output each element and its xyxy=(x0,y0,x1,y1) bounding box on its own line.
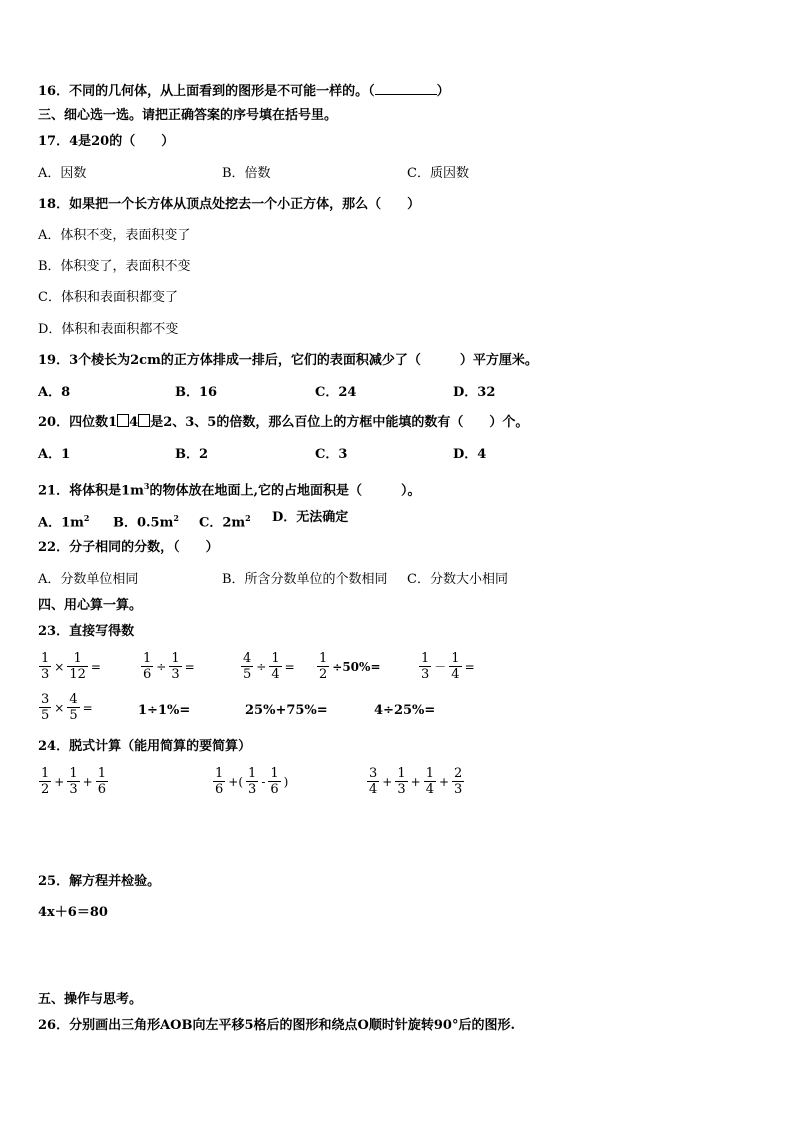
question-18: 18．如果把一个长方体从顶点处挖去一个小正方体，那么（ ） xyxy=(38,197,421,212)
q18-option-a[interactable]: A．体积不变，表面积变了 xyxy=(38,228,191,243)
digit-box[interactable] xyxy=(138,414,150,427)
fraction: $\frac{1}{3}$ xyxy=(171,651,180,682)
question-17: 17．4是20的（ ） xyxy=(38,134,175,149)
calc-expression: $\frac{1}{6}$ ÷ $\frac{1}{3}$ = xyxy=(143,651,195,682)
calc-expression: 25%+75%= xyxy=(245,703,328,718)
fraction: $\frac{1}{4}$ xyxy=(271,651,280,682)
fraction: $\frac{1}{3}$ xyxy=(248,766,257,797)
q21-option-b[interactable]: B．$0.5m^2$ xyxy=(113,513,179,531)
q20-option-b[interactable]: B．2 xyxy=(175,447,209,462)
q22-option-c[interactable]: C．分数大小相同 xyxy=(407,572,508,587)
section-4-heading: 四、用心算一算。 xyxy=(38,598,143,613)
fraction: $\frac{1}{12}$ xyxy=(69,651,86,682)
calc-expression: $\frac{3}{5}$ × $\frac{4}{5}$ = xyxy=(41,692,93,723)
fraction: $\frac{1}{3}$ xyxy=(421,651,430,682)
q19-option-b[interactable]: B．16 xyxy=(175,385,218,400)
question-22: 22．分子相同的分数，（ ） xyxy=(38,540,219,555)
calc-expression: 4÷25%= xyxy=(374,703,436,718)
fraction: $\frac{1}{3}$ xyxy=(41,651,50,682)
q18-option-d[interactable]: D．体积和表面积都不变 xyxy=(38,322,179,337)
fraction: $\frac{3}{4}$ xyxy=(369,766,378,797)
fraction: $\frac{2}{3}$ xyxy=(454,766,463,797)
q21-option-c[interactable]: C．$2m^2$ xyxy=(199,513,251,531)
calc-expression: $\frac{3}{4}$ + $\frac{1}{3}$ + $\frac{1}{4}$ + $\frac{2}{3}$ xyxy=(369,766,463,797)
fraction: $\frac{1}{2}$ xyxy=(41,766,50,797)
fraction: $\frac{1}{6}$ xyxy=(97,766,106,797)
q20-option-a[interactable]: A．1 xyxy=(38,447,71,462)
q22-option-a[interactable]: A．分数单位相同 xyxy=(38,572,139,587)
fraction: $\frac{1}{4}$ xyxy=(451,651,460,682)
q21-option-d[interactable]: D．无法确定 xyxy=(272,510,349,525)
q20-option-d[interactable]: D．4 xyxy=(453,447,487,462)
calc-expression: $\frac{4}{5}$ ÷ $\frac{1}{4}$ = xyxy=(243,651,295,682)
q17-option-a[interactable]: A．因数 xyxy=(38,166,87,181)
fraction: $\frac{1}{4}$ xyxy=(425,766,434,797)
fraction: $\frac{1}{2}$ xyxy=(319,651,328,682)
question-26: 26．分别画出三角形AOB向左平移5格后的图形和绕点O顺时针旋转90°后的图形. xyxy=(38,1018,515,1033)
calc-expression: $\frac{1}{6}$ +( $\frac{1}{3}$ - $\frac{1}{6}$ ) xyxy=(215,766,289,797)
question-24: 24．脱式计算（能用简算的要简算） xyxy=(38,739,252,754)
fraction: $\frac{4}{5}$ xyxy=(243,651,252,682)
question-16: 16．不同的几何体，从上面看到的图形是不可能一样的。（ ） xyxy=(38,84,450,99)
fraction: $\frac{1}{3}$ xyxy=(69,766,78,797)
question-25: 25．解方程并检验。 xyxy=(38,874,161,889)
fraction: $\frac{1}{6}$ xyxy=(270,766,279,797)
digit-box[interactable] xyxy=(117,414,129,427)
calc-expression: 1÷1%= xyxy=(138,703,191,718)
q21-option-a[interactable]: A．$1m^2$ xyxy=(38,513,90,531)
q19-option-d[interactable]: D．32 xyxy=(453,385,496,400)
q19-option-c[interactable]: C．24 xyxy=(315,385,357,400)
q19-option-a[interactable]: A．8 xyxy=(38,385,71,400)
fraction: $\frac{4}{5}$ xyxy=(69,692,78,723)
q22-option-b[interactable]: B．所含分数单位的个数相同 xyxy=(222,572,388,587)
section-3-heading: 三、细心选一选。请把正确答案的序号填在括号里。 xyxy=(38,108,338,123)
q18-option-b[interactable]: B．体积变了，表面积不变 xyxy=(38,259,191,274)
q17-option-b[interactable]: B．倍数 xyxy=(222,166,271,181)
calc-expression: $\frac{1}{3}$ － $\frac{1}{4}$ = xyxy=(421,651,475,682)
fraction: $\frac{1}{3}$ xyxy=(397,766,406,797)
fraction: $\frac{1}{6}$ xyxy=(215,766,224,797)
equation: 4x＋6＝80 xyxy=(38,905,108,920)
calc-expression: $\frac{1}{2}$ + $\frac{1}{3}$ + $\frac{1}{6}$ xyxy=(41,766,106,797)
q20-option-c[interactable]: C．3 xyxy=(315,447,348,462)
fraction: $\frac{3}{5}$ xyxy=(41,692,50,723)
question-20: 20．四位数1 4 是2、3、5的倍数，那么百位上的方框中能填的数有（ ）个。 xyxy=(38,415,529,430)
calc-expression: $\frac{1}{3}$ × $\frac{1}{12}$ = xyxy=(41,651,101,682)
question-21: 21．将体积是$1m^3$的物体放在地面上,它的占地面积是（ ）。 xyxy=(38,481,421,499)
question-19: 19．3个棱长为2cm的正方体排成一排后，它们的表面积减少了（ ）平方厘米。 xyxy=(38,353,538,368)
answer-blank[interactable] xyxy=(375,82,437,95)
calc-expression: $\frac{1}{2}$ ÷50%= xyxy=(319,651,381,682)
question-23: 23．直接写得数 xyxy=(38,624,135,639)
q17-option-c[interactable]: C．质因数 xyxy=(407,166,469,181)
q18-option-c[interactable]: C．体积和表面积都变了 xyxy=(38,290,178,305)
fraction: $\frac{1}{6}$ xyxy=(143,651,152,682)
section-5-heading: 五、操作与思考。 xyxy=(38,992,143,1007)
